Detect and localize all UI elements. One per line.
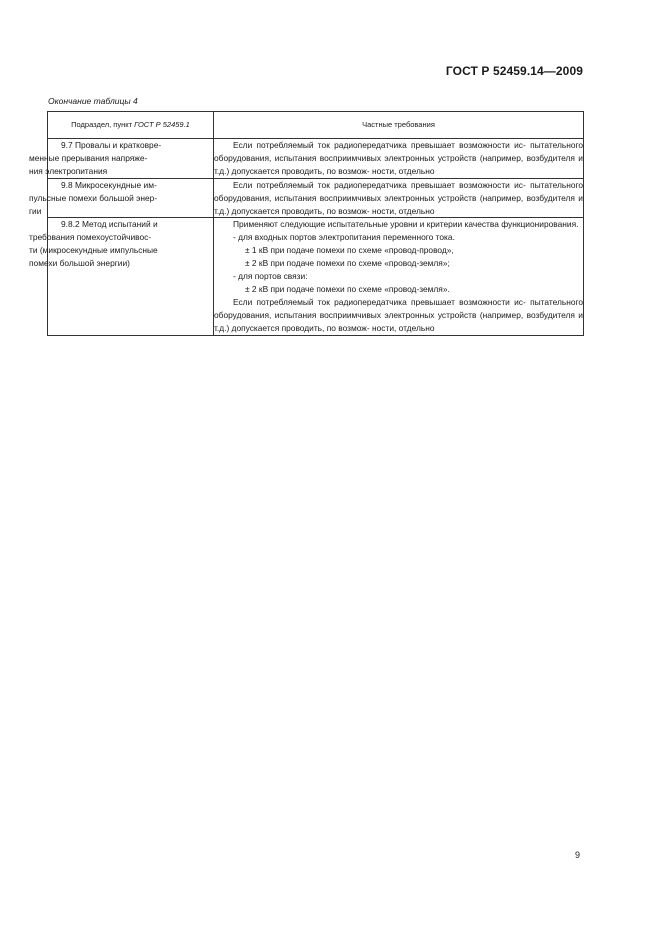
table-header-row [48,112,584,139]
requirement-line: пытательного оборудования, испытания восприимчивых электронных [214,179,584,203]
table-caption: Окончание таблицы 4 [48,96,138,106]
requirement-text [214,296,583,335]
list-subitem: ± 2 кВ при подаче помехи по схеме «провод-земля»; [245,258,450,269]
column-header-requirements: Частные требования [214,112,584,139]
section-line: 9.7 Провалы и кратковре- [61,140,162,150]
section-line: пульсные помехи большой энер- [29,192,158,203]
requirement-intro [214,218,583,231]
section-line: ти (микросекундные импульсные [29,245,158,256]
column-header-section [48,112,214,139]
requirement-line: Если потребляемый ток радиопередатчика превышает возможности ис- [233,179,526,190]
section-line: гии [29,205,42,216]
requirements-table [29,111,584,336]
list-subitem: ± 1 кВ при подаче помехи по схеме «провод-провод», [245,245,454,256]
section-line: ния электропитания [29,165,108,176]
section-cell [29,139,214,179]
section-cell [29,218,214,335]
section-line: помехи большой энергии) [29,258,130,269]
document-code-header: ГОСТ Р 52459.14—2009 [445,64,583,78]
requirement-line: пытательного оборудования, испытания восприимчивых электронных [214,296,584,320]
column-header-section-text: Подраздел, пункт [71,119,135,129]
table-row [48,218,584,335]
section-line: менные прерывания напряже- [29,152,148,163]
requirement-line: ности, отдельно [372,205,435,216]
requirement-line: устройств (например, возбудителя и т.д.) допускается проводить, по возмож- [214,309,583,333]
table-row [48,139,584,179]
requirement-line: пытательного оборудования, испытания восприимчивых электронных [214,140,584,163]
requirement-text [214,179,583,218]
requirement-line: ности, отдельно [372,165,435,176]
requirements-cell [214,139,584,179]
requirement-line: функционирования. [501,219,579,230]
requirement-line: Если потребляемый ток радиопередатчика превышает возможности ис- [233,296,526,307]
table-row [48,178,584,218]
list-item: - для портов связи: [233,271,308,282]
requirement-line: устройств (например, возбудителя и т.д.) допускается проводить, по возмож- [214,192,583,216]
section-line: 9.8.2 Метод испытаний и [61,219,158,230]
requirement-line: Применяют следующие испытательные уровни и критерии качества [233,219,499,230]
requirement-text [214,139,583,178]
section-cell [29,178,214,218]
requirements-cell [214,178,584,218]
requirements-cell [214,218,584,335]
list-subitem: ± 2 кВ при подаче помехи по схеме «провод-земля». [245,283,450,294]
list-item: - для входных портов электропитания переменного тока. [233,232,455,243]
column-header-section-ref: ГОСТ Р 52459.1 [134,119,190,129]
requirement-line: устройств (например, возбудителя и т.д.) допускается проводить, по возмож- [214,152,583,176]
section-line: 9.8 Микросекундные им- [61,179,157,190]
requirement-line: ности, отдельно [372,322,435,333]
section-line: требования помехоустойчивос- [29,232,152,243]
requirement-line: Если потребляемый ток радиопередатчика превышает возможности ис- [233,140,526,150]
page-number: 9 [574,850,580,860]
